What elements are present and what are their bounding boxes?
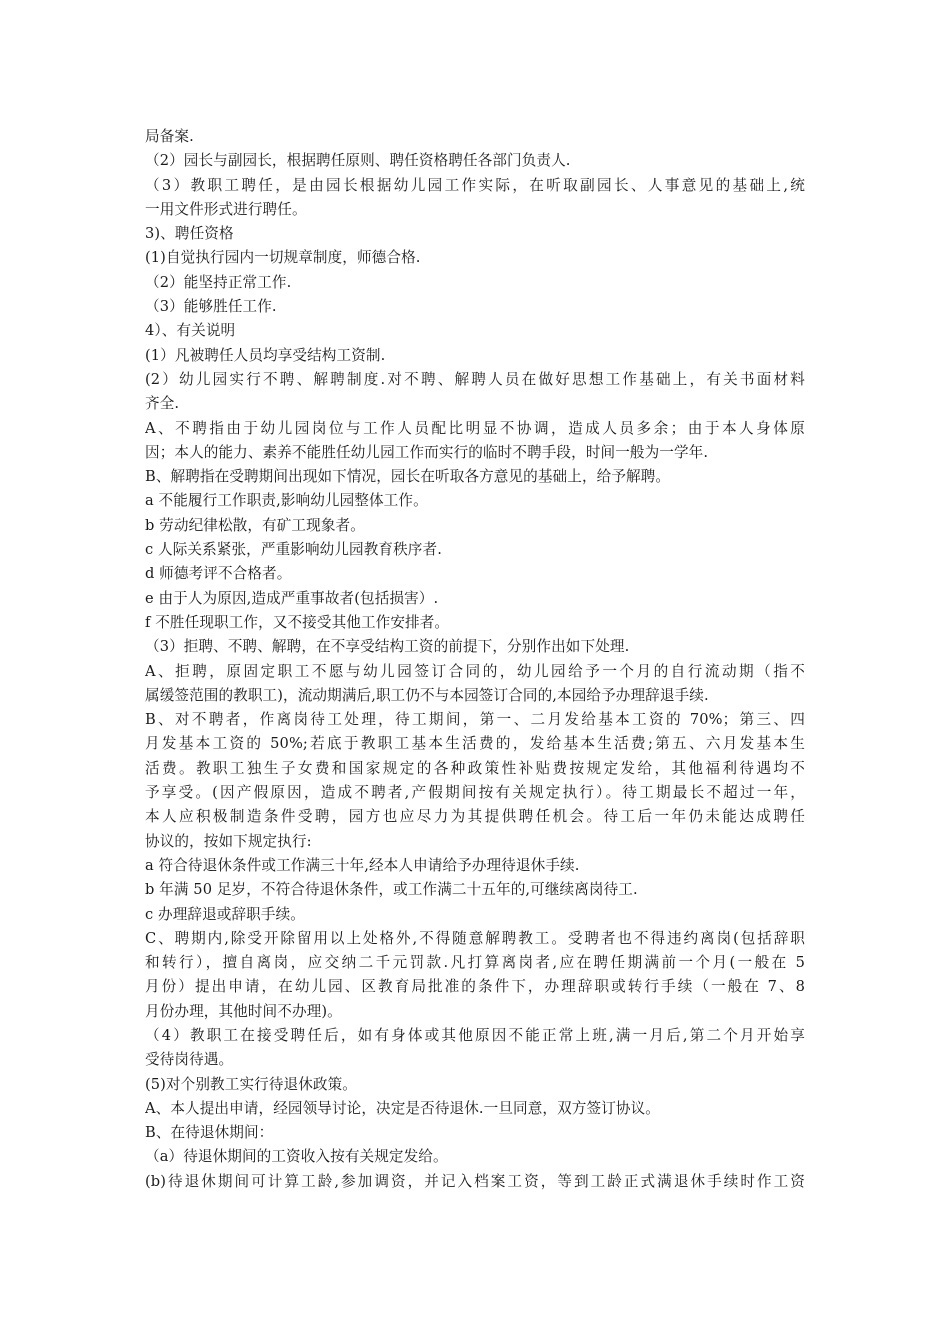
text-line: 受待岗待遇。 [145, 1051, 234, 1069]
text-line: B、解聘指在受聘期间出现如下情况，园长在听取各方意见的基础上，给予解聘。 [145, 468, 671, 486]
text-line: B、在待退休期间： [145, 1124, 274, 1142]
text-line: e 由于人为原因,造成严重事故者(包括损害）. [145, 589, 439, 607]
text-line: 因；本人的能力、素养不能胜任幼儿园工作而实行的临时不聘手段，时间一般为一学年. [145, 443, 709, 461]
text-line: （4）教职工在接受聘任后，如有身体或其他原因不能正常上班,满一月后,第二个月开始享 [145, 1026, 805, 1044]
text-line: f 不胜任现职工作，又不接受其他工作安排者。 [145, 613, 450, 631]
text-line: 月份）提出申请，在幼儿园、区教育局批准的条件下，办理辞职或转行手续（一般在 7、8 [145, 978, 805, 996]
text-line: c 办理辞退或辞职手续。 [145, 905, 305, 923]
text-line: 3)、聘任资格 [145, 225, 234, 243]
text-line: b 年满 50 足岁，不符合待退休条件，或工作满二十五年的,可继续离岗待工. [145, 881, 638, 899]
text-line: d 师德考评不合格者。 [145, 565, 292, 583]
text-line: （3）能够胜任工作. [145, 298, 277, 316]
text-line: c 人际关系紧张，严重影响幼儿园教育秩序者. [145, 541, 442, 559]
text-line: 齐全. [145, 395, 180, 413]
text-line: b 劳动纪律松散，有矿工现象者。 [145, 516, 365, 534]
document-page [145, 125, 805, 1194]
text-line: 属缓签范围的教职工)，流动期满后,职工仍不与本园签订合同的,本园给予办理辞退手续. [145, 686, 709, 704]
text-line: 予享受。(因产假原因，造成不聘者,产假期间按有关规定执行）。待工期最长不超过一年， [145, 784, 805, 802]
text-line: a 不能履行工作职责,影响幼儿园整体工作。 [145, 492, 428, 510]
text-line: 4）、有关说明 [145, 322, 236, 340]
text-line: 活费。教职工独生子女费和国家规定的各种政策性补贴费按规定发给，其他福利待遇均不 [145, 759, 805, 777]
text-line: （2）园长与副园长，根据聘任原则、聘任资格聘任各部门负责人. [145, 152, 571, 170]
text-line: 和转行），擅自离岗，应交纳二千元罚款.凡打算离岗者,应在聘任期满前一个月(一般在 5 [145, 954, 805, 972]
text-line: （3）拒聘、不聘、解聘，在不享受结构工资的前提下，分别作出如下处理. [145, 638, 630, 656]
text-line: (5)对个别教工实行待退休政策。 [145, 1075, 357, 1093]
text-line: 局备案. [145, 128, 194, 145]
text-line: 本人应积极制造条件受聘，园方也应尽力为其提供聘任机会。待工后一年仍未能达成聘任 [145, 808, 805, 826]
text-line: A、不聘指由于幼儿园岗位与工作人员配比明显不协调，造成人员多余；由于本人身体原 [145, 419, 805, 437]
text-line: 一用文件形式进行聘任。 [145, 200, 307, 218]
text-line: （a）待退休期间的工资收入按有关规定发给。 [145, 1148, 448, 1166]
text-line: (1）凡被聘任人员均享受结构工资制. [145, 346, 386, 364]
text-line: 月发基本工资的 50%;若底于教职工基本生活费的，发给基本生活费;第五、六月发基本生 [145, 735, 805, 753]
text-line: a 符合待退休条件或工作满三十年,经本人申请给予办理待退休手续. [145, 856, 580, 874]
text-line: 协议的，按如下规定执行: [145, 832, 312, 850]
text-line: (2）幼儿园实行不聘、解聘制度.对不聘、解聘人员在做好思想工作基础上，有关书面材料 [145, 370, 805, 388]
text-line: A、拒聘，原固定职工不愿与幼儿园签订合同的，幼儿园给予一个月的自行流动期（指不 [145, 662, 805, 680]
text-line: 月份办理，其他时间不办理)。 [145, 1002, 342, 1020]
text-line: B、对不聘者，作离岗待工处理，待工期间，第一、二月发给基本工资的 70%；第三、四 [145, 711, 805, 729]
text-line: C、聘期内,除受开除留用以上处格外,不得随意解聘教工。受聘者也不得违约离岗(包括辞职 [145, 929, 805, 947]
text-line: （3）教职工聘任，是由园长根据幼儿园工作实际，在听取副园长、人事意见的基础上,统 [145, 176, 805, 194]
text-line: (b)待退休期间可计算工龄,参加调资，并记入档案工资，等到工龄正式满退休手续时作工资 [145, 1172, 805, 1190]
text-line: A、本人提出申请，经园领导讨论，决定是否待退休.一旦同意，双方签订协议。 [145, 1099, 660, 1117]
text-line: （2）能坚持正常工作. [145, 273, 292, 291]
text-line: (1)自觉执行园内一切规章制度，师德合格. [145, 249, 421, 267]
